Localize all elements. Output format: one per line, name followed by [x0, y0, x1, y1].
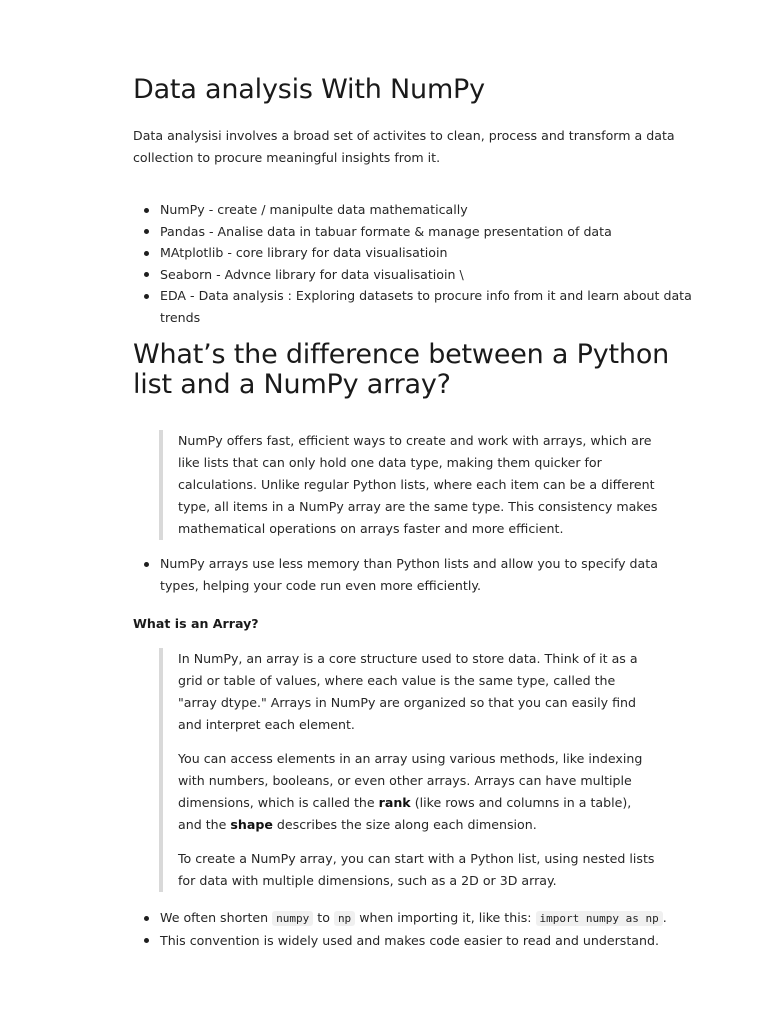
subheading-array: What is an Array?: [133, 616, 259, 631]
blockquote-array: [159, 648, 658, 892]
list-item: This convention is widely used and makes code easier to read and understand.: [133, 930, 733, 952]
text-span: when importing it, like this:: [355, 910, 536, 925]
list-item: Pandas - Analise data in tabuar formate & manage presentation of data: [133, 221, 733, 243]
tools-list: [133, 199, 733, 328]
list-item: EDA - Data analysis : Exploring datasets to procure info from it and learn about data trends: [133, 285, 733, 328]
rank-term: rank: [378, 795, 411, 810]
section-heading-difference: What’s the difference between a Python list and a NumPy array?: [133, 339, 670, 400]
list-item: MAtplotlib - core library for data visualisatioin: [133, 242, 733, 264]
text-span: to: [313, 910, 334, 925]
page-title: Data analysis With NumPy: [133, 74, 485, 105]
inline-code: numpy: [272, 911, 313, 926]
shape-term: shape: [230, 817, 273, 832]
blockquote-paragraph: [178, 748, 658, 836]
list-item: NumPy arrays use less memory than Python lists and allow you to specify data types, helping your code run even more efficiently.: [133, 553, 693, 596]
final-list: [133, 907, 733, 951]
list-item: NumPy - create / manipulte data mathematically: [133, 199, 733, 221]
text-span: describes the size along each dimension.: [272, 817, 537, 832]
blockquote-paragraph: In NumPy, an array is a core structure used to store data. Think of it as a grid or table of values, where each value is the same type, called the "array dtype." Arrays in NumPy are organized so that you can easily find and interpret each element.: [178, 651, 638, 732]
blockquote-paragraph: To create a NumPy array, you can start with a Python list, using nested lists for data with multiple dimensions, such as a 2D or 3D array.: [178, 851, 655, 888]
text-span: .: [662, 910, 667, 925]
inline-code: np: [334, 911, 355, 926]
blockquote-difference: [159, 430, 658, 540]
text-span: You can access elements in an array using various methods, like indexing with numbers, booleans, or even other arrays. Arrays can have multiple dimensions, which is called the: [178, 751, 643, 810]
blockquote-text: NumPy offers fast, efficient ways to create and work with arrays, which are like lists that can only hold one data type, making them quicker for calculations. Unlike regular Python lists, where each item can be a different type, all items in a NumPy array are the same type. This consistency makes mathematical operations on arrays faster and more efficient.: [178, 433, 658, 536]
list-item: Seaborn - Advnce library for data visualisatioin \: [133, 264, 733, 286]
inline-code: import numpy as np: [536, 911, 663, 926]
intro-paragraph: Data analysisi involves a broad set of activites to clean, process and transform a data collection to procure meaningful insights from it.: [133, 128, 675, 165]
memory-list: [133, 553, 693, 596]
text-span: We often shorten: [160, 910, 273, 925]
text-span: (like rows and columns in a table), and the: [178, 795, 632, 832]
list-item: [133, 907, 733, 930]
